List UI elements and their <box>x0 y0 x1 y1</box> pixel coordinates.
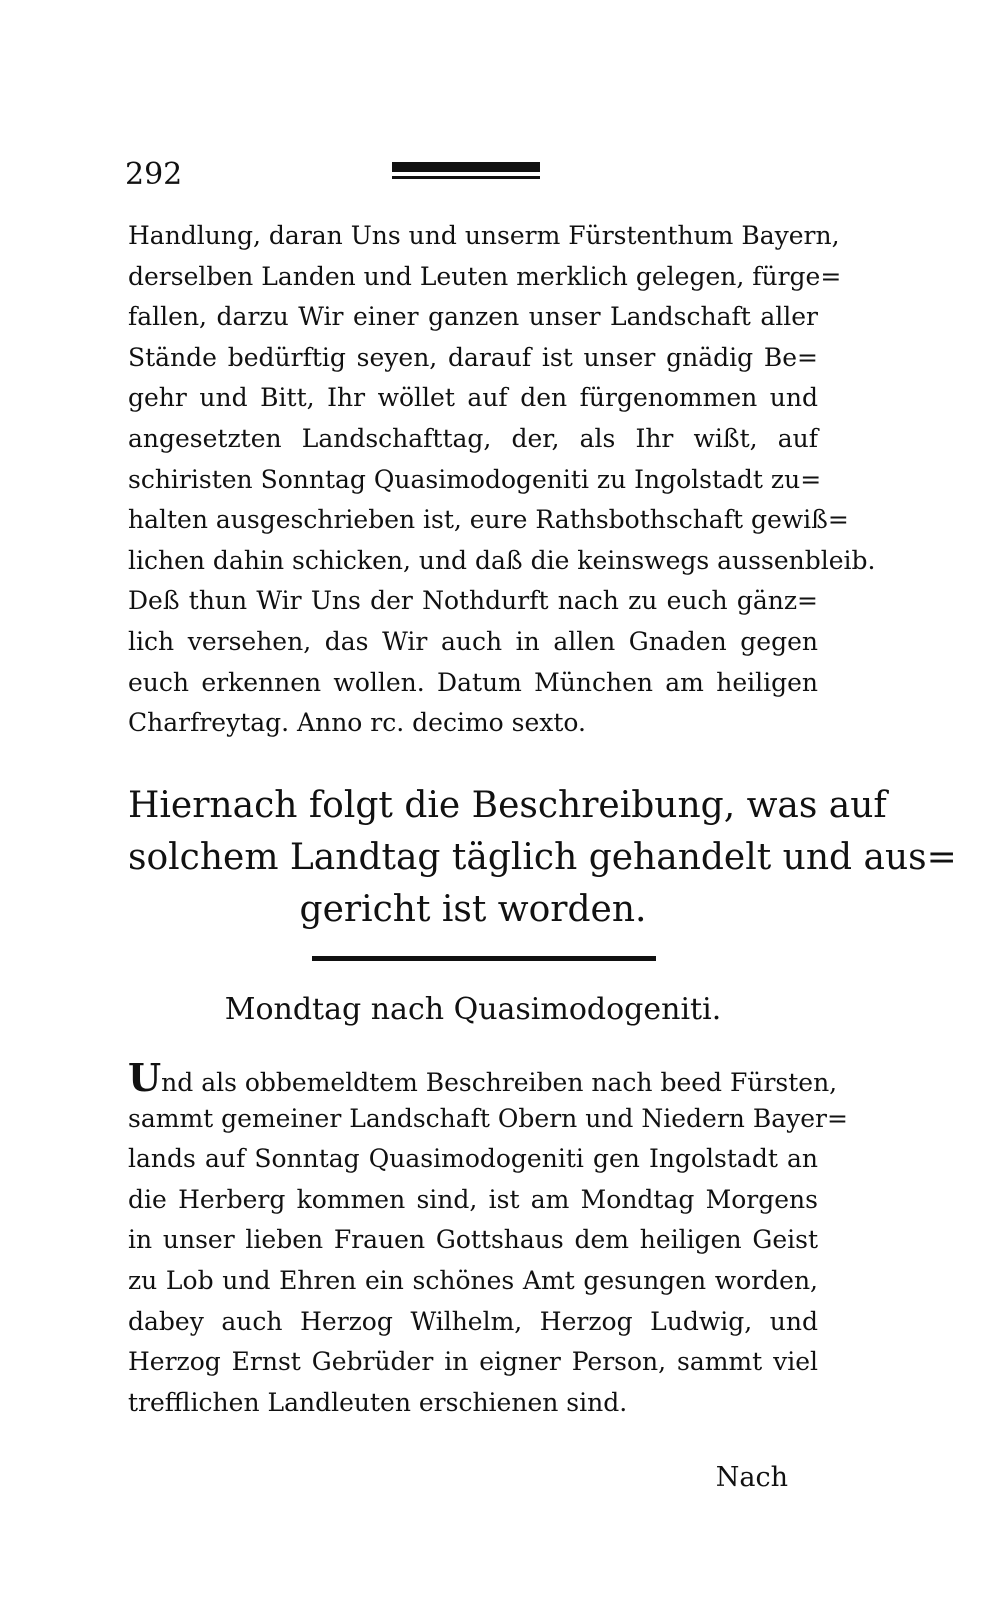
text-line: Handlung, daran Uns und unserm Fürstenthum Bayern, <box>128 221 840 250</box>
paragraph-letter <box>128 216 876 744</box>
sub-heading: Mondtag nach Quasimodogeniti. <box>224 992 722 1027</box>
text-line: zu Lob und Ehren ein schönes Amt gesungen worden, <box>128 1265 818 1295</box>
text-line: lands auf Sonntag Quasimodogeniti gen Ingolstadt an <box>128 1144 818 1174</box>
paragraph-monday <box>128 1055 848 1423</box>
first-line-text: nd als obbemeldtem Beschreiben nach beed Fürsten, <box>161 1068 838 1097</box>
text-line: Deß thun Wir Uns der Nothdurft nach zu euch gänz= <box>128 586 818 616</box>
text-line: derselben Landen und Leuten merklich gelegen, fürge= <box>128 261 842 291</box>
catchword: Nach <box>715 1462 788 1493</box>
text-line: Herzog Ernst Gebrüder in eigner Person, sammt viel <box>128 1347 818 1377</box>
text-line: fallen, darzu Wir einer ganzen unser Landschaft aller <box>128 302 818 332</box>
text-line: die Herberg kommen sind, ist am Mondtag Morgens <box>128 1184 818 1214</box>
heading-line: gericht ist worden. <box>299 889 647 930</box>
text-line: schiristen Sonntag Quasimodogeniti zu Ingolstadt zu= <box>128 464 822 494</box>
text-line: Stände bedürftig seyen, darauf ist unser gnädig Be= <box>128 342 818 372</box>
text-line: euch erkennen wollen. Datum München am heiligen <box>128 667 818 697</box>
text-line: angesetzten Landschafttag, der, als Ihr wißt, auf <box>128 423 818 453</box>
text-line: halten ausgeschrieben ist, eure Rathsbothschaft gewiß= <box>128 505 849 535</box>
section-divider <box>312 956 656 961</box>
text-line: lichen dahin schicken, und daß die keinswegs aussenbleib. <box>128 545 876 575</box>
text-line: gehr und Bitt, Ihr wöllet auf den fürgenommen und <box>128 383 818 413</box>
text-line: lich versehen, das Wir auch in allen Gnaden gegen <box>128 626 818 656</box>
text-line: in unser lieben Frauen Gottshaus dem heiligen Geist <box>128 1225 818 1255</box>
heading-line: Hiernach folgt die Beschreibung, was auf <box>128 785 887 826</box>
page-number: 292 <box>125 157 183 192</box>
text-line: Charfreytag. Anno rc. decimo sexto. <box>128 708 586 738</box>
text-line-first <box>128 1055 838 1100</box>
heading-line: solchem Landtag täglich gehandelt und aus= <box>128 837 957 878</box>
text-line: trefflichen Landleuten erschienen sind. <box>128 1387 628 1417</box>
text-line: dabey auch Herzog Wilhelm, Herzog Ludwig, und <box>128 1306 818 1336</box>
text-line: sammt gemeiner Landschaft Obern und Niedern Bayer= <box>128 1103 848 1133</box>
section-heading <box>128 780 957 936</box>
drop-cap: U <box>128 1055 162 1100</box>
